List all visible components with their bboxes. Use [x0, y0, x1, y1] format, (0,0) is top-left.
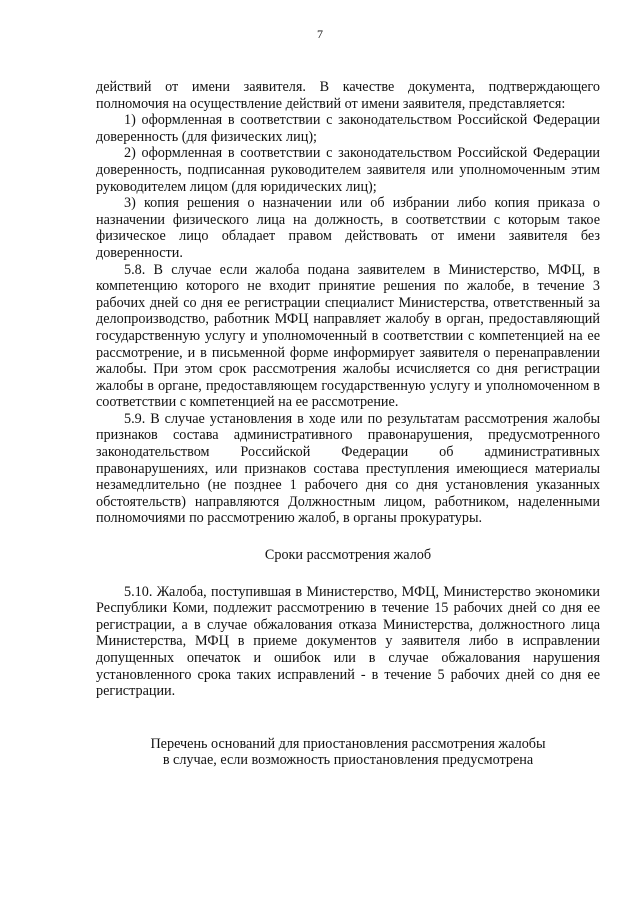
section-heading-suspension-line-2: в случае, если возможность приостановления предусмотрена	[162, 752, 534, 769]
section-heading-suspension	[96, 736, 600, 769]
list-item-1: 1) оформленная в соответствии с законодательством Российской Федерации доверенность (для физических лиц);	[96, 112, 600, 145]
paragraph-5-10: 5.10. Жалоба, поступившая в Министерство, МФЦ, Министерство экономики Республики Коми, подлежит рассмотрению в течение 15 рабочих дней со дня ее регистрации, а в случае обжалования отказа Министерства, должностного лица Министерства, МФЦ в приеме документов у заявителя либо в исправлении допущенных опечаток и ошибок или в случае обжалования нарушения установленного срока таких исправлений - в течение 5 рабочих дней со дня ее регистрации.	[96, 583, 600, 700]
list-item-3: 3) копия решения о назначении или об избрании либо копия приказа о назначении физического лица на должность, в соответствии с которым такое физическое лицо обладает правом действовать от имени заявителя без доверенности.	[96, 195, 600, 261]
paragraph-continuation: действий от имени заявителя. В качестве документа, подтверждающего полномочия на осуществление действий от имени заявителя, представляется:	[96, 79, 600, 112]
paragraph-5-9: 5.9. В случае установления в ходе или по результатам рассмотрения жалобы признаков состава административного правонарушения, предусмотренного законодательством Российской Федерации об административных правонарушениях, или признаков состава преступления имеющиеся материалы незамедлительно (не позднее 1 рабочего дня со дня установления указанных обстоятельств) направляются Должностным лицом, работником, наделенными полномочиями по рассмотрению жалоб, в органы прокуратуры.	[96, 410, 600, 527]
page-number: 7	[317, 27, 323, 41]
section-heading-review-terms: Сроки рассмотрения жалоб	[264, 547, 432, 564]
section-heading-suspension-line-1: Перечень оснований для приостановления рассмотрения жалобы	[150, 735, 546, 752]
paragraph-5-8: 5.8. В случае если жалоба подана заявителем в Министерство, МФЦ, в компетенцию которого не входит принятие решения по жалобе, в течение 3 рабочих дней со дня ее регистрации специалист Министерства, ответственный за делопроизводство, работник МФЦ направляет жалобу в орган, предоставляющий государственную услугу и уполномоченный в соответствии с компетенцией на ее рассмотрение, и в письменной форме информирует заявителя о перенаправлении жалобы. При этом срок рассмотрения жалобы исчисляется со дня регистрации жалобы в органе, предоставляющем государственную услугу и уполномоченном в соответствии с компетенцией на ее рассмотрение.	[96, 261, 600, 411]
list-item-2: 2) оформленная в соответствии с законодательством Российской Федерации доверенность, подписанная руководителем заявителя или уполномоченным этим руководителем лицом (для юридических лиц);	[96, 145, 600, 195]
document-body	[96, 79, 600, 769]
